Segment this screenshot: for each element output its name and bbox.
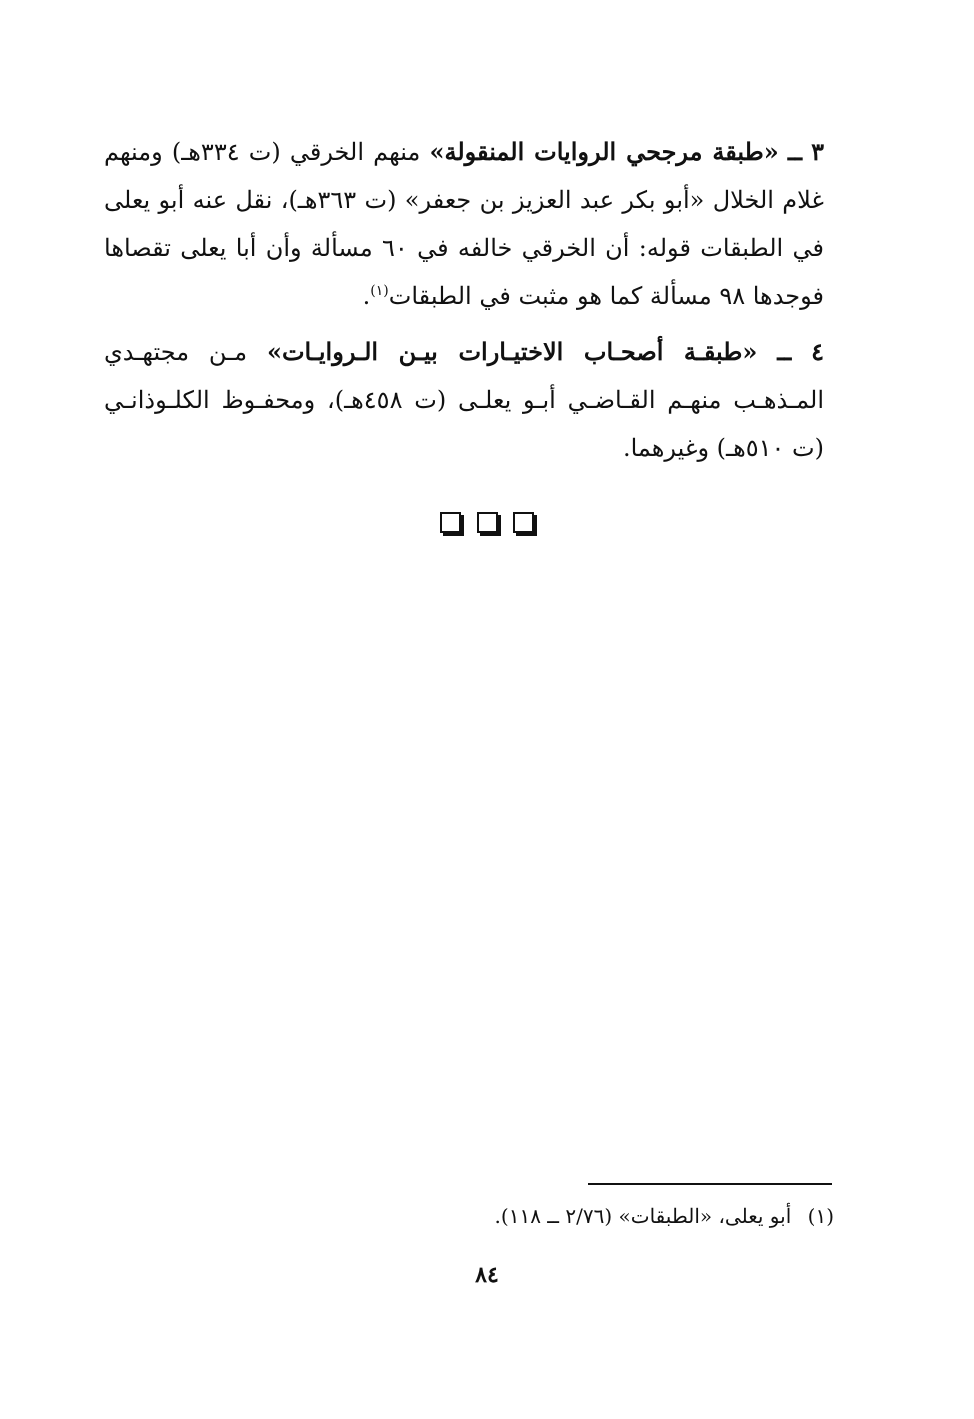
page-number: ٨٤ [475, 1262, 499, 1288]
paragraph-number: ٣ [811, 137, 825, 166]
section-separator [0, 512, 974, 537]
main-text [104, 128, 824, 480]
paragraph-heading: «طبقـة أصحـاب الاختيـارات بيـن الـروايـات» [266, 337, 758, 366]
paragraph-dash: ــ [777, 337, 792, 366]
paragraph-end: . [362, 282, 371, 310]
footnote-reference[interactable]: (١) [370, 283, 389, 299]
paragraph-heading: «طبقة مرجحي الروايات المنقولة» [429, 137, 779, 166]
footnote-number: (١) [807, 1204, 834, 1228]
square-icon [513, 512, 534, 533]
footnote-text: أبو يعلى، «الطبقات» (٢/٧٦ ــ ١١٨). [494, 1204, 792, 1228]
paragraph-text: مـن مجتهـدي المـذهـب منهـم القـاضـي أبـو يعلـى (ت ٤٥٨هـ)، ومحفـوظ الكلـوذانـي (ت ٥١٠هـ) وغيرهما. [104, 338, 824, 462]
square-icon [440, 512, 461, 533]
footnote [300, 1200, 834, 1232]
paragraph-4 [104, 328, 824, 472]
paragraph-number: ٤ [811, 337, 824, 366]
square-icon [477, 512, 498, 533]
paragraph-text: منهم الخرقي (ت ٣٣٤هـ) ومنهم غلام الخلال «أبو بكر عبد العزيز بن جعفر» (ت ٣٦٣هـ)، نقل عنه أبو يعلى في الطبقات قوله: أن الخرقي خالفه في ٦٠ مسألة وأن أبا يعلى تقصاها فوجدها ٩٨ مسألة كما هو مثبت في الطبقات [104, 138, 824, 310]
paragraph-dash: ــ [787, 137, 802, 166]
footnote-divider [588, 1183, 832, 1185]
paragraph-3 [104, 128, 824, 320]
